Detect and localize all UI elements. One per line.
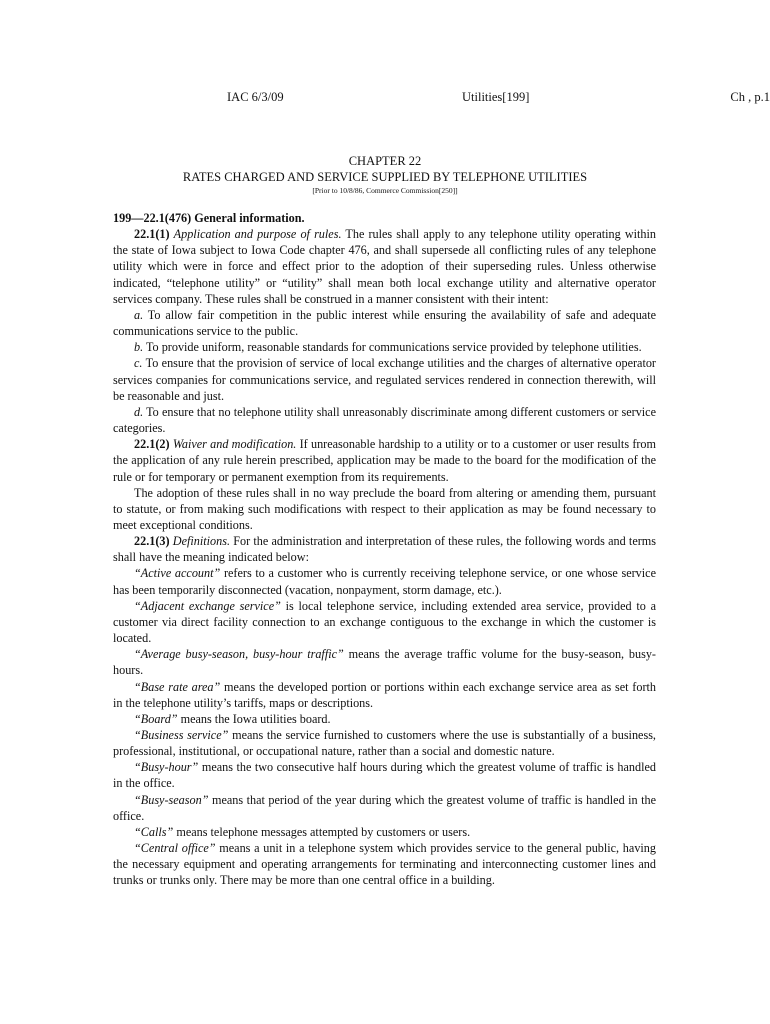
paragraph-term: b. xyxy=(134,340,144,355)
paragraph-text: refers to a customer who is currently receiving telephone service, or one whose service has been temporarily disconnected (vacation, nonpayment, storm damage, etc.). xyxy=(113,566,656,597)
paragraph-number: 22.1(2) xyxy=(134,437,170,452)
paragraph-term: “Adjacent exchange service” xyxy=(134,598,281,613)
paragraph-term: “Active account” xyxy=(134,566,221,581)
paragraph-text: means the service furnished to customers where the use is substantially of a business, professional, institutional, or occupational nature, rather than a social and domestic nature. xyxy=(113,728,656,759)
paragraph-text: For the administration and interpretation of these rules, the following words and terms shall have the meaning indicated below: xyxy=(113,534,657,565)
paragraph xyxy=(113,307,656,339)
paragraph xyxy=(113,679,656,711)
paragraph-term: Waiver and modification. xyxy=(172,437,297,452)
paragraph xyxy=(113,824,656,840)
paragraph xyxy=(113,533,656,565)
paragraph-text: means telephone messages attempted by customers or users. xyxy=(173,824,471,839)
page-header xyxy=(0,90,770,106)
paragraph-text: means that period of the year during which the greatest volume of traffic is handled in the office. xyxy=(113,792,656,823)
paragraph-text: The rules shall apply to any telephone utility operating within the state of Iowa subject to Iowa Code chapter 476, and shall supersede all conflicting rules of any telephone utility which were in force and effect prior to the adoption of their superseding rules. Unless otherwise indicated, “telephone utility” or “utility” shall mean both local exchange utility and alternative operator services company. These rules shall be construed in a manner consistent with their intent: xyxy=(113,227,656,306)
paragraph-term: “Central office” xyxy=(134,841,216,856)
paragraph-term: “Business service” xyxy=(134,728,229,742)
header-date: IAC 6/3/09 xyxy=(227,90,284,104)
paragraph xyxy=(113,485,656,533)
paragraph xyxy=(113,646,656,678)
paragraph-term: Definitions. xyxy=(172,534,230,549)
paragraph-term: d. xyxy=(134,404,144,419)
paragraph xyxy=(113,565,656,597)
header-page: Ch , p.1 xyxy=(730,90,770,104)
paragraph xyxy=(113,436,656,484)
paragraph-text: The adoption of these rules shall in no way preclude the board from altering or amending them, pursuant to statute, or from making such modifications with respect to their application as may be found necessary to meet exceptional conditions. xyxy=(113,485,656,532)
chapter-title: RATES CHARGED AND SERVICE SUPPLIED BY TELEPHONE UTILITIES xyxy=(182,170,588,184)
paragraph-term: “Board” xyxy=(134,711,178,726)
paragraph-number: 22.1(1) xyxy=(134,227,170,242)
paragraph xyxy=(113,727,656,759)
paragraph xyxy=(113,355,656,403)
paragraph xyxy=(113,404,656,436)
paragraph-number: 22.1(3) xyxy=(134,534,170,549)
paragraph xyxy=(113,598,656,646)
paragraph-text: To ensure that the provision of service of local exchange utilities and the charges of alternative operator services companies for communications service, and regulated services rendered in connection therewith, will be reasonable and just. xyxy=(113,356,656,403)
paragraph-text: means the two consecutive half hours during which the greatest volume of traffic is handled in the office. xyxy=(113,760,656,791)
paragraph-text: To ensure that no telephone utility shall unreasonably discriminate among different customers or service categories. xyxy=(113,404,656,436)
paragraph-term: c. xyxy=(134,356,143,371)
document-body xyxy=(113,210,656,889)
paragraph xyxy=(113,711,656,727)
paragraph-text: means the average traffic volume for the busy-season, busy-hours. xyxy=(113,647,656,678)
paragraph-text: means a unit in a telephone system which provides service to the general public, having the necessary equipment and operating arrangements for terminating and interconnecting customer lines and trunks or trunks only. There may be more than one central office in a building. xyxy=(113,841,656,888)
paragraph-text: means the Iowa utilities board. xyxy=(177,711,331,726)
paragraph-term: “Calls” xyxy=(134,824,174,839)
paragraph-text: If unreasonable hardship to a utility or to a customer or user results from the application of any rule herein prescribed, application may be made to the board for the modification of the rule or for temporary or permanent exemption from its requirements. xyxy=(113,437,657,484)
paragraph xyxy=(113,792,656,824)
header-agency: Utilities[199] xyxy=(462,90,530,104)
paragraph-term: “Busy-season” xyxy=(134,792,209,807)
chapter-note: [Prior to 10/8/86, Commerce Commission[250]] xyxy=(312,186,458,195)
paragraph-text: means the developed portion or portions within each exchange service area as set forth in the telephone utility’s tariffs, maps or descriptions. xyxy=(113,679,656,710)
paragraph-term: “Average busy-season, busy-hour traffic” xyxy=(134,647,344,662)
paragraph-text: To provide uniform, reasonable standards for communications service provided by telephone utilities. xyxy=(143,340,642,355)
chapter-heading xyxy=(0,153,770,197)
paragraph xyxy=(113,840,656,888)
paragraph xyxy=(113,759,656,791)
paragraph-text: is local telephone service, including extended area service, provided to a customer via direct facility connection to an exchange contiguous to the exchange in which the customer is located. xyxy=(113,598,656,646)
paragraph-term: Application and purpose of rules. xyxy=(173,227,342,242)
chapter-number: CHAPTER 22 xyxy=(348,154,422,168)
rule-title: 199—22.1(476) General information. xyxy=(113,211,305,225)
paragraph-term: a. xyxy=(134,307,144,322)
paragraph xyxy=(113,226,656,307)
paragraph-term: “Base rate area” xyxy=(134,679,221,694)
paragraph xyxy=(113,339,656,355)
paragraph-list xyxy=(113,226,656,888)
paragraph-text: To allow fair competition in the public interest while ensuring the availability of safe and adequate communications service to the public. xyxy=(113,307,656,339)
paragraph-term: “Busy-hour” xyxy=(134,760,199,775)
